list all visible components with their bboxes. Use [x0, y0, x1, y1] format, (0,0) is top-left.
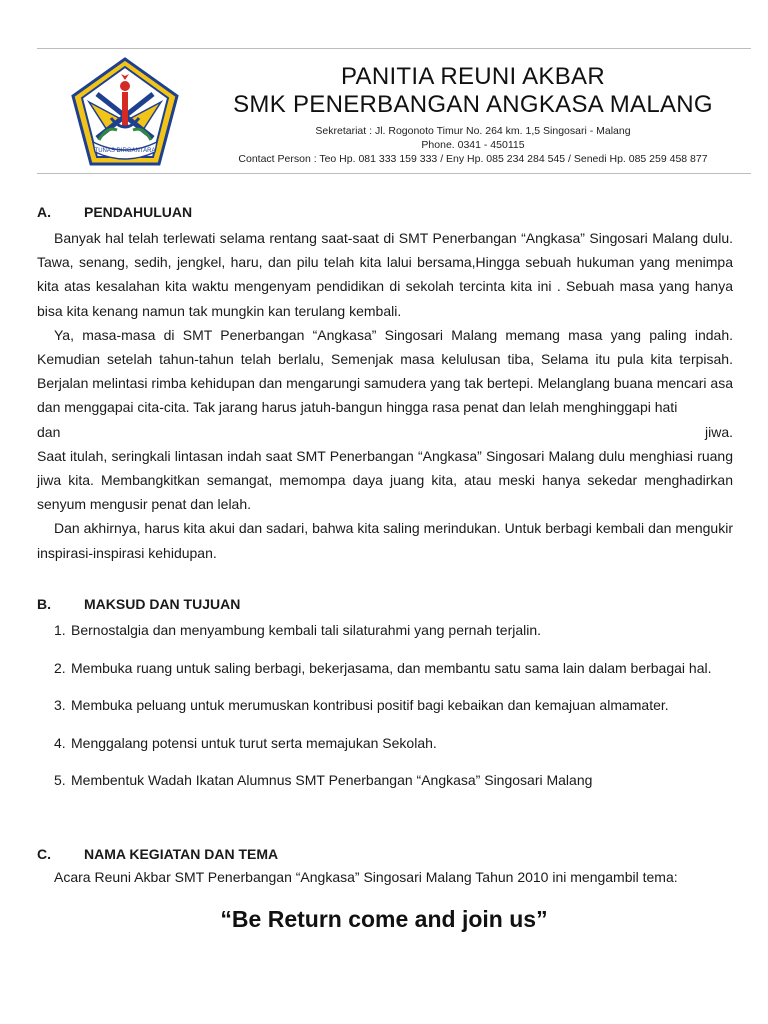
list-item [54, 659, 733, 677]
section-a-heading [37, 203, 733, 221]
section-b-letter: B. [37, 596, 51, 612]
list-item-number: 2. [54, 659, 66, 676]
list-item [54, 621, 733, 639]
section-b-heading [37, 595, 733, 613]
secretariat-address: Sekretariat : Jl. Rogonoto Timur No. 264 km. 1,5 Singosari - Malang [315, 125, 631, 137]
section-a-title: PENDAHULUAN [84, 204, 193, 220]
section-maksud-tujuan [37, 595, 733, 789]
logo-ribbon-text: TUNAS DIRGANTARA [94, 148, 156, 154]
section-c-heading [37, 845, 733, 863]
letterhead [37, 48, 751, 174]
objectives-list [37, 621, 733, 789]
paragraph-2-left-word: dan [37, 423, 61, 440]
list-item-number: 3. [54, 697, 66, 713]
section-c-letter: C. [37, 846, 51, 862]
committee-title: PANITIA REUNI AKBAR [341, 63, 605, 90]
event-theme: “Be Return come and join us” [220, 906, 548, 932]
section-pendahuluan [37, 203, 733, 565]
paragraph-2-right-word: jiwa. [704, 423, 733, 440]
section-c-title: NAMA KEGIATAN DAN TEMA [84, 846, 279, 862]
theme-intro: Acara Reuni Akbar SMT Penerbangan “Angkasa” Singosari Malang Tahun 2010 ini mengambil tema: [54, 869, 678, 885]
paragraph-2: Ya, masa-masa di SMT Penerbangan “Angkasa” Singosari Malang memang masa yang paling indah. Kemudian setelah tahun-tahun telah berlalu, Semenjak masa kelulusan tiba, Selama itu pula kita terpisah. Berjalan melintasi rimba kehidupan dan mengarungi samudera yang tak bertepi. Melanglang buana mencari asa dan menggapai cita-cita. Tak jarang harus jatuh-bangun hingga rasa penat dan lelah menghinggapi hati [37, 326, 733, 416]
list-item [54, 696, 733, 714]
paragraph-4: Dan akhirnya, harus kita akui dan sadari, bahwa kita saling merindukan. Untuk berbagi kembali dan mengukir inspirasi-inspirasi kehidupan. [37, 520, 733, 561]
paragraph-1: Banyak hal telah terlewati selama rentang saat-saat di SMT Penerbangan “Angkasa” Singosari Malang dulu. Tawa, senang, sedih, jengkel, haru, dan pilu telah kita lalui bersama,Hingga sebuah hukuman yang menimpa kita atas kesalahan kita waktu mengenyam pendidikan di sekolah tercinta kita ini . Sebuah masa yang hanya bisa kita kenang namun tak mungkin kan terulang kembali. [37, 230, 733, 319]
list-item-text: Membuka peluang untuk merumuskan kontribusi positif bagi kebaikan dan kemajuan almamater. [71, 697, 669, 713]
phone-number: Phone. 0341 - 450115 [421, 139, 525, 151]
school-title: SMK PENERBANGAN ANGKASA MALANG [233, 91, 713, 118]
section-b-title: MAKSUD DAN TUJUAN [84, 596, 241, 612]
letterhead-text [189, 63, 757, 166]
list-item [54, 734, 733, 752]
list-item-text: Menggalang potensi untuk turut serta memajukan Sekolah. [71, 734, 437, 751]
paragraph-3: Saat itulah, seringkali lintasan indah saat SMT Penerbangan “Angkasa” Singosari Malang dulu menghiasi ruang jiwa kita. Membangkitkan semangat, memompa daya juang kita, atau meski hanya sekedar menghadirkan senyum mengusir penat dan lelah. [37, 447, 733, 513]
list-item-number: 4. [54, 734, 66, 751]
list-item [54, 771, 733, 789]
list-item-text: Membentuk Wadah Ikatan Alumnus SMT Penerbangan “Angkasa” Singosari Malang [71, 772, 593, 788]
list-item-text: Membuka ruang untuk saling berbagi, bekerjasama, dan membantu satu sama lain dalam berbagai hal. [71, 659, 712, 676]
section-nama-kegiatan [37, 845, 733, 889]
school-emblem-logo [69, 56, 181, 170]
list-item-number: 1. [54, 622, 66, 638]
list-item-text: Bernostalgia dan menyambung kembali tali silaturahmi yang pernah terjalin. [71, 622, 542, 638]
contact-person: Contact Person : Teo Hp. 081 333 159 333 / Eny Hp. 085 234 284 545 / Senedi Hp. 085 259 458 877 [238, 153, 708, 165]
list-item-number: 5. [54, 772, 66, 788]
section-a-letter: A. [37, 204, 51, 220]
paragraph-2-last-line [37, 420, 733, 444]
